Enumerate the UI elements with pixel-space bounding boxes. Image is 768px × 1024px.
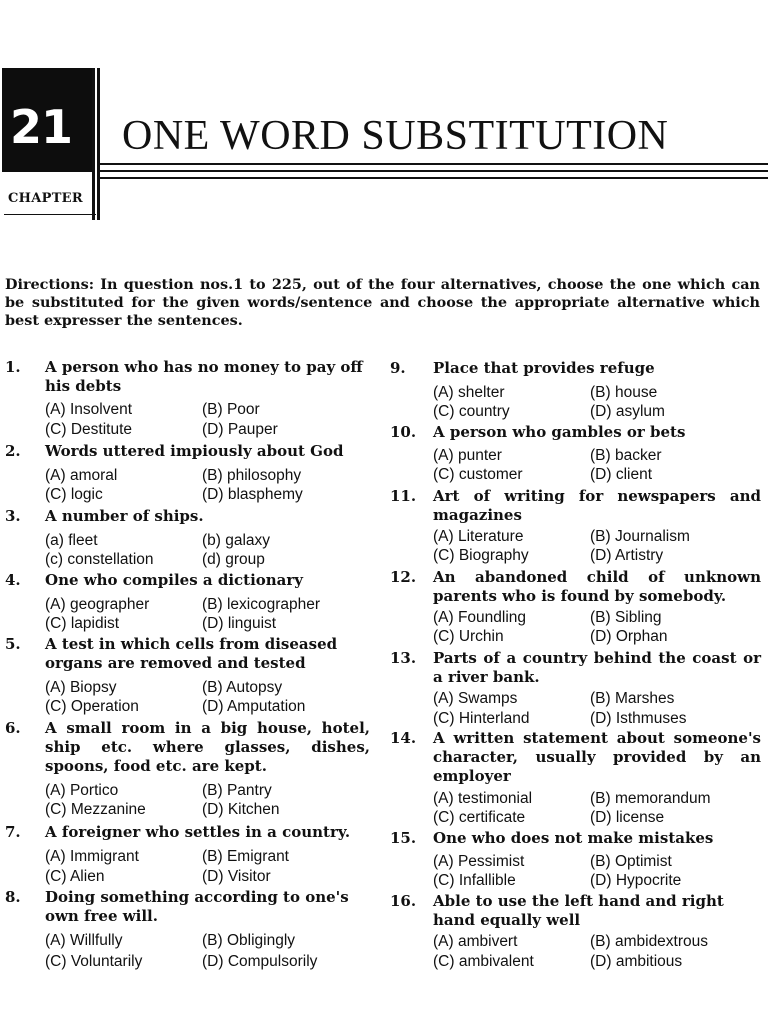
option: (A) Willfully xyxy=(45,932,123,949)
option: (D) Compulsorily xyxy=(202,953,318,970)
option: (B) Pantry xyxy=(202,782,272,799)
chapter-number: 21 xyxy=(10,100,73,154)
option: (a) fleet xyxy=(45,532,98,549)
option: (D) Visitor xyxy=(202,868,271,885)
question-number: 7. xyxy=(5,823,21,841)
option: (A) Portico xyxy=(45,782,119,799)
question-text: One who does not make mistakes xyxy=(433,829,714,847)
question-text: A test in which cells from diseased organs are removed and tested xyxy=(45,635,338,672)
option: (D) Orphan xyxy=(590,628,668,645)
question-number: 10. xyxy=(390,423,417,441)
option: (C) country xyxy=(433,403,510,420)
question-number: 9. xyxy=(390,359,406,377)
directions-text: Directions: In question nos.1 to 225, out of the four alternatives, choose the one which can be substituted for the given words/sentence and choose the appropriate alternative which best expresser the sentences. xyxy=(5,276,760,329)
option: (C) Infallible xyxy=(433,872,516,889)
option: (A) ambivert xyxy=(433,933,518,950)
option: (C) Operation xyxy=(45,698,139,715)
option: (A) testimonial xyxy=(433,790,533,807)
question-text: A person who gambles or bets xyxy=(433,423,686,441)
option: (A) punter xyxy=(433,447,502,464)
option: (D) Pauper xyxy=(202,421,278,438)
chapter-title: ONE WORD SUBSTITUTION xyxy=(122,113,669,159)
option: (b) galaxy xyxy=(202,532,271,549)
option: (D) asylum xyxy=(590,403,665,420)
option: (C) certificate xyxy=(433,809,526,826)
question-text: Able to use the left hand and right hand equally well xyxy=(433,892,724,929)
question-number: 8. xyxy=(5,888,21,906)
option: (D) Amputation xyxy=(202,698,306,715)
option: (B) ambidextrous xyxy=(590,933,709,950)
option: (B) Autopsy xyxy=(202,679,283,696)
divider xyxy=(100,170,768,172)
question-number: 4. xyxy=(5,571,21,589)
question-number: 3. xyxy=(5,507,21,525)
option: (B) lexicographer xyxy=(202,596,321,613)
option: (C) ambivalent xyxy=(433,953,534,970)
option: (A) Biopsy xyxy=(45,679,117,696)
option: (A) Foundling xyxy=(433,609,527,626)
question-number: 6. xyxy=(5,719,21,737)
option: (D) license xyxy=(590,809,665,826)
question-number: 2. xyxy=(5,442,21,460)
divider xyxy=(100,163,768,165)
question-number: 13. xyxy=(390,649,417,667)
option: (B) Emigrant xyxy=(202,848,289,865)
option: (B) house xyxy=(590,384,658,401)
option: (C) Mezzanine xyxy=(45,801,146,818)
option: (B) Sibling xyxy=(590,609,662,626)
option: (c) constellation xyxy=(45,551,154,568)
divider xyxy=(92,68,95,220)
question-text: Doing something according to one's own free will. xyxy=(45,888,349,925)
option: (C) Destitute xyxy=(45,421,132,438)
option: (A) geographer xyxy=(45,596,150,613)
option: (D) client xyxy=(590,466,653,483)
option: (A) Insolvent xyxy=(45,401,133,418)
question-number: 15. xyxy=(390,829,417,847)
option: (A) shelter xyxy=(433,384,505,401)
option: (D) Kitchen xyxy=(202,801,280,818)
question-text: A number of ships. xyxy=(45,507,204,525)
option: (C) Alien xyxy=(45,868,105,885)
option: (B) Poor xyxy=(202,401,260,418)
question-number: 11. xyxy=(390,487,417,505)
option: (A) Immigrant xyxy=(45,848,139,865)
option: (C) logic xyxy=(45,486,103,503)
option: (A) Swamps xyxy=(433,690,518,707)
question-text: Parts of a country behind the coast or a river bank. xyxy=(433,649,761,686)
option: (B) Optimist xyxy=(590,853,672,870)
question-text: One who compiles a dictionary xyxy=(45,571,304,589)
question-text: A written statement about someone's character, usually provided by an employer xyxy=(433,729,761,785)
option: (A) amoral xyxy=(45,467,118,484)
option: (A) Literature xyxy=(433,528,524,545)
question-number: 12. xyxy=(390,568,417,586)
option: (B) memorandum xyxy=(590,790,711,807)
option: (C) Biography xyxy=(433,547,529,564)
divider xyxy=(97,68,100,220)
option: (D) linguist xyxy=(202,615,277,632)
question-number: 5. xyxy=(5,635,21,653)
option: (C) customer xyxy=(433,466,523,483)
divider xyxy=(4,214,96,215)
option: (C) lapidist xyxy=(45,615,120,632)
question-text: Place that provides refuge xyxy=(433,359,655,377)
chapter-label: CHAPTER xyxy=(8,191,83,206)
option: (d) group xyxy=(202,551,265,568)
option: (B) Journalism xyxy=(590,528,690,545)
option: (D) Hypocrite xyxy=(590,872,682,889)
question-text: Words uttered impiously about God xyxy=(45,442,344,460)
question-text: A foreigner who settles in a country. xyxy=(45,823,351,841)
option: (C) Urchin xyxy=(433,628,504,645)
question-text: Art of writing for newspapers and magazines xyxy=(433,487,761,524)
option: (B) Marshes xyxy=(590,690,675,707)
divider xyxy=(100,177,768,179)
option: (B) backer xyxy=(590,447,662,464)
option: (C) Hinterland xyxy=(433,710,530,727)
option: (B) philosophy xyxy=(202,467,302,484)
question-number: 16. xyxy=(390,892,417,910)
option: (B) Obligingly xyxy=(202,932,296,949)
question-text: An abandoned child of unknown parents who is found by somebody. xyxy=(433,568,761,605)
question-text: A person who has no money to pay off his debts xyxy=(45,358,363,395)
question-number: 14. xyxy=(390,729,417,747)
option: (D) ambitious xyxy=(590,953,683,970)
question-text: A small room in a big house, hotel, ship etc. where glasses, dishes, spoons, food etc. are kept. xyxy=(45,719,370,775)
option: (C) Voluntarily xyxy=(45,953,143,970)
option: (D) Isthmuses xyxy=(590,710,687,727)
option: (D) Artistry xyxy=(590,547,664,564)
option: (D) blasphemy xyxy=(202,486,303,503)
question-number: 1. xyxy=(5,358,21,376)
option: (A) Pessimist xyxy=(433,853,525,870)
